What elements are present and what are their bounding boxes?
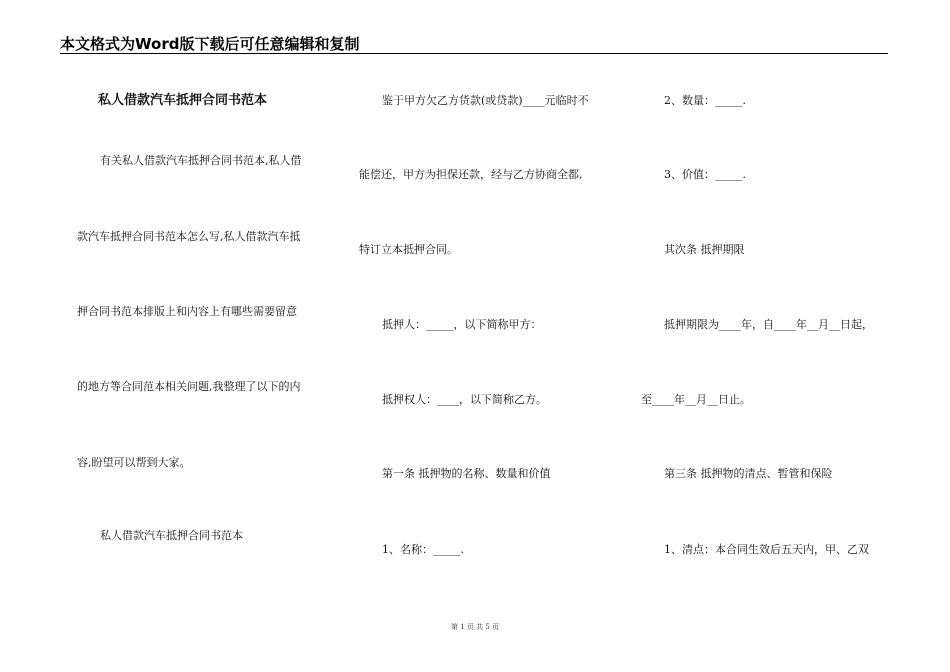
article-heading: 其次条 抵押期限 [664, 243, 745, 256]
paragraph-line: 能偿还，甲方为担保还款，经与乙方协商全都, [359, 168, 583, 181]
article-heading: 第一条 抵押物的名称、数量和价值 [382, 467, 551, 480]
page-number: 第 1 页 共 5 页 [450, 623, 500, 631]
paragraph-line: 1、名称：_____. [382, 543, 464, 556]
section-heading: 私人借款汽车抵押合同书范本 [100, 529, 243, 542]
paragraph-line: 容,盼望可以帮到大家。 [77, 456, 191, 469]
paragraph-line: 特订立本抵押合同。 [359, 243, 458, 256]
paragraph-line: 鉴于甲方欠乙方货款(或贷款)____元临时不 [382, 94, 589, 107]
document-title: 私人借款汽车抵押合同书范本 [98, 93, 268, 108]
document-header: 本文格式为Word版下载后可任意编辑和复制 [60, 35, 360, 53]
mortgagor-line: 抵押人：_____，以下简称甲方： [382, 318, 542, 331]
paragraph-line: 有关私人借款汽车抵押合同书范本,私人借 [100, 154, 302, 167]
paragraph-line: 押合同书范本排版上和内容上有哪些需要留意 [77, 305, 297, 318]
paragraph-line: 的地方等合同范本相关问题,我整理了以下的内 [77, 380, 301, 393]
paragraph-line: 3、价值：_____. [664, 168, 746, 181]
paragraph-line: 款汽车抵押合同书范本怎么写,私人借款汽车抵 [77, 230, 301, 243]
paragraph-line: 抵押期限为____年，自____年__月__日起， [664, 318, 873, 331]
paragraph-line: 2、数量：_____. [664, 94, 746, 107]
header-divider [60, 53, 888, 54]
article-heading: 第三条 抵押物的清点、暂管和保险 [664, 467, 833, 480]
paragraph-line: 1、清点：本合同生效后五天内，甲、乙双 [664, 543, 869, 556]
mortgagee-line: 抵押权人：____，以下简称乙方。 [382, 393, 547, 406]
paragraph-line: 至____年__月__日止。 [641, 393, 751, 406]
